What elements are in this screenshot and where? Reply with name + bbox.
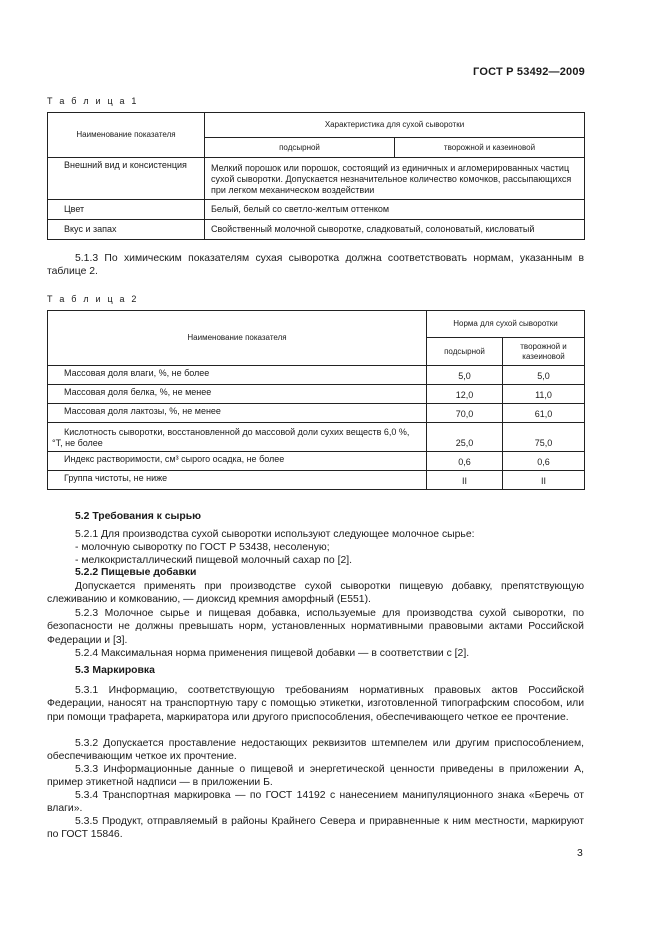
- paragraph-5-2-2: Допускается применять при производстве сухой сыворотки пищевую добавку, препятствующую слеживанию и комкованию, — диоксид кремния аморфный (Е551).: [47, 581, 584, 606]
- row-name: Цвет: [48, 200, 205, 220]
- paragraph-5-3-1: 5.3.1 Информацию, соответствующую требованиям нормативных правовых актов Российской Федерации, наносят на транспортную тару с помощью этикетки, изготовленной типографским способом, или при помощи трафарета, маркиратора или другого приспособления, обеспечивающего четкое ее прочтение.: [47, 685, 584, 723]
- table1-subheader: творожной и казеиновой: [395, 138, 585, 158]
- section-5-3-title: 5.3 Маркировка: [75, 665, 155, 676]
- table-2: [47, 310, 585, 490]
- paragraph-5-3-3: 5.3.3 Информационные данные о пищевой и энергетической ценности приведены в приложении А, пример этикетной надписи — в приложении Б.: [47, 764, 584, 789]
- paragraph-5-1-3: 5.1.3 По химическим показателям сухая сыворотка должна соответствовать нормам, указанным в таблице 2.: [47, 253, 584, 278]
- section-5-2-title: 5.2 Требования к сырью: [75, 511, 202, 522]
- table-row: [48, 385, 585, 404]
- row-value-2: 61,0: [503, 404, 585, 423]
- paragraph-5-3-4: 5.3.4 Транспортная маркировка — по ГОСТ 14192 с нанесением манипуляционного знака «Беречь от влаги».: [47, 790, 584, 815]
- row-value-2: 5,0: [503, 366, 585, 385]
- table-row: [48, 366, 585, 385]
- paragraph-5-3-5: 5.3.5 Продукт, отправляемый в районы Крайнего Севера и приравненные к ним местности, маркируют по ГОСТ 15846.: [47, 816, 584, 841]
- table-row: [48, 423, 585, 452]
- row-value-1: 12,0: [427, 385, 503, 404]
- row-value-1: 5,0: [427, 366, 503, 385]
- list-item: - молочную сыворотку по ГОСТ Р 53438, несоленую;: [75, 542, 330, 553]
- table-row: [48, 470, 585, 489]
- paragraph-5-2-3: 5.2.3 Молочное сырье и пищевая добавка, используемые для производства сухой сыворотки, по безопасности не должны превышать норм, установленных нормативными правовыми актами Российской Федерации и [3].: [47, 608, 584, 646]
- paragraph-5-2-1: 5.2.1 Для производства сухой сыворотки используют следующее молочное сырье:: [75, 529, 475, 540]
- table2-subheader: творожной и казеиновой: [503, 338, 585, 366]
- row-value: Свойственный молочной сыворотке, сладковатый, солоноватый, кисловатый: [205, 220, 585, 240]
- row-name: Внешний вид и консистенция: [48, 158, 205, 200]
- row-name: Массовая доля влаги, %, не более: [48, 366, 427, 385]
- list-item: - мелкокристаллический пищевой молочный сахар по [2].: [75, 555, 353, 566]
- table1-name-header: Наименование показателя: [48, 113, 205, 158]
- document-id: ГОСТ Р 53492—2009: [473, 66, 585, 78]
- paragraph-5-2-4: 5.2.4 Максимальная норма применения пищевой добавки — в соответствии с [2].: [75, 648, 470, 659]
- row-name: Индекс растворимости, см³ сырого осадка, не более: [48, 451, 427, 470]
- table2-name-header: Наименование показателя: [48, 311, 427, 366]
- row-name: Группа чистоты, не ниже: [48, 470, 427, 489]
- table1-caption: Т а б л и ц а 1: [47, 96, 139, 106]
- table2-subheader: подсырной: [427, 338, 503, 366]
- row-value: Белый, белый со светло-желтым оттенком: [205, 200, 585, 220]
- table-row: [48, 451, 585, 470]
- subsection-5-2-2-title: 5.2.2 Пищевые добавки: [75, 567, 197, 578]
- row-name: Кислотность сыворотки, восстановленной до массовой доли сухих веществ 6,0 %, °Т, не более: [48, 423, 427, 452]
- row-value-2: 0,6: [503, 451, 585, 470]
- row-value-1: 25,0: [427, 423, 503, 452]
- table-1: [47, 112, 585, 240]
- table-row: [48, 404, 585, 423]
- row-value-2: 11,0: [503, 385, 585, 404]
- table2-group-header: Норма для сухой сыворотки: [427, 311, 585, 338]
- row-name: Массовая доля белка, %, не менее: [48, 385, 427, 404]
- table-row: [48, 220, 585, 240]
- paragraph-5-3-2: 5.3.2 Допускается проставление недостающих реквизитов штемпелем или другим приспособлением, обеспечивающим четкое их прочтение.: [47, 738, 584, 763]
- row-value: Мелкий порошок или порошок, состоящий из единичных и агломерированных частиц сухой сыворотки. Допускается незначительное количество комочков, рассыпающихся при легком механическом воздействии: [205, 158, 585, 200]
- table-row: [48, 158, 585, 200]
- row-value-1: 70,0: [427, 404, 503, 423]
- row-name: Вкус и запах: [48, 220, 205, 240]
- table-row: [48, 200, 585, 220]
- table1-subheader: подсырной: [205, 138, 395, 158]
- row-value-2: II: [503, 470, 585, 489]
- row-name: Массовая доля лактозы, %, не менее: [48, 404, 427, 423]
- row-value-2: 75,0: [503, 423, 585, 452]
- row-value-1: 0,6: [427, 451, 503, 470]
- page-number: 3: [577, 848, 583, 859]
- table2-caption: Т а б л и ц а 2: [47, 294, 139, 304]
- table1-group-header: Характеристика для сухой сыворотки: [205, 113, 585, 138]
- row-value-1: II: [427, 470, 503, 489]
